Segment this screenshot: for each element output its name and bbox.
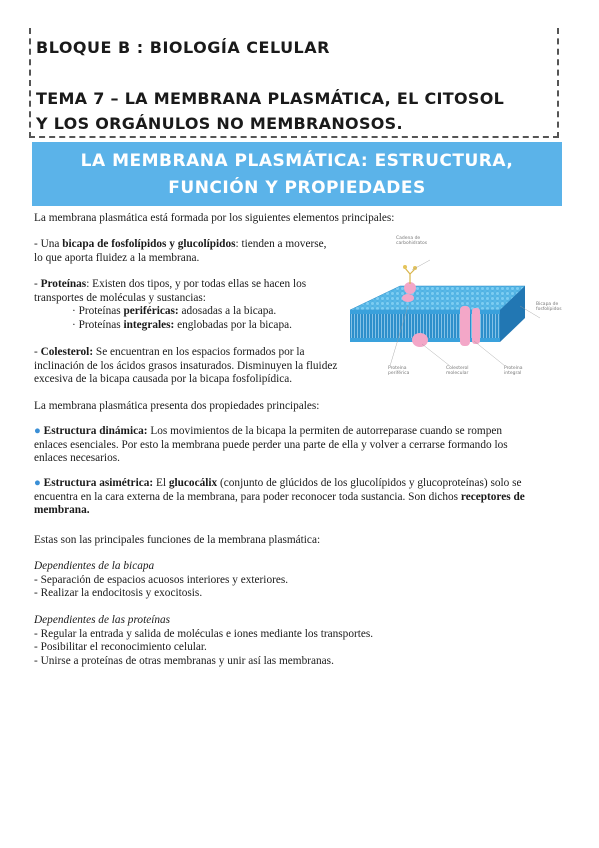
label-carbohydrate-1: Cadena de [396,236,421,241]
bullet-icon: ● [34,425,41,437]
label-integral [504,366,523,376]
proteinas-desc: : Existen dos tipos, y por todas ellas se hacen los [86,278,307,290]
membrana-term: membrana. [34,504,90,516]
label-bilayer-1: Bicapa de [536,302,559,307]
integral-item [34,319,292,331]
bicapa-paragraph [34,238,359,265]
bicapa-line2: lo que aporta fluidez a la membrana. [34,251,200,264]
proteinas-paragraph [34,278,359,332]
colesterol-desc: Se encuentran en los espacios formados por la [93,346,305,358]
funciones-intro: Estas son las principales funciones de la membrana plasmática: [34,534,321,546]
integral-pre: · Proteínas [72,318,124,331]
glucocalix-term: glucocálix [168,477,218,489]
dinamica-paragraph [34,425,564,466]
asimetrica-paragraph [34,477,564,518]
dinamica-desc: Los movimientos de la bicapa la permiten de autorreparase cuando se rompen [147,425,502,437]
label-peripheral-1: Proteína [388,366,407,371]
proteinas-functions [34,614,564,668]
peripheral-desc: adosadas a la bicapa. [178,305,277,317]
banner-line-2: FUNCIÓN Y PROPIEDADES [168,178,426,198]
label-integral-2: integral [504,371,522,376]
proteinas-line2: transportes de moléculas y sustancias: [34,291,206,304]
bicapa-prefix: - Una [34,238,63,250]
label-integral-1: Proteína [504,366,523,371]
bullet-icon: ● [34,477,41,489]
label-cholesterol-2: molecular [446,371,469,376]
proteinas-term: Proteínas [40,278,87,290]
colesterol-paragraph [34,346,356,387]
peripheral-pre: · Proteínas [72,305,124,317]
cholesterol [412,333,428,347]
proteinas-prefix: - [34,278,41,290]
asimetrica-desc: (conjunto de glúcidos de los glucolípidos y glucoproteínas) solo se [217,477,522,489]
colesterol-line3: excesiva de la bicapa causada por la bicapa fosfolipídica. [34,373,293,385]
asimetrica-term: Estructura asimétrica: [43,477,154,489]
peripheral-protein [402,294,414,302]
label-cholesterol [446,366,469,376]
peripheral-term: periféricas: [123,305,179,317]
bicapa-desc: : tienden a moverse, [235,238,327,250]
label-carbohydrate [396,236,427,246]
dinamica-line3: enlaces necesarios. [34,452,120,464]
dinamica-term: Estructura dinámica: [43,425,148,437]
asimetrica-mid: El [153,477,169,489]
intro-paragraph: La membrana plasmática está formada por los siguientes elementos principales: [34,212,395,224]
integral-protein-a [460,306,470,346]
colesterol-prefix: - [34,346,41,358]
block-title: BLOQUE B : BIOLOGÍA CELULAR [36,38,330,57]
propiedades-intro: La membrana plasmática presenta dos propiedades principales: [34,400,320,412]
peripheral-item [34,305,276,317]
topic-title-line-1: TEMA 7 – LA MEMBRANA PLASMÁTICA, EL CITOSOL [36,89,505,108]
membrane-diagram [350,236,575,386]
receptores-term: receptores de [460,490,525,503]
bicapa-functions-title: Dependientes de la bicapa [34,560,155,572]
membrane-top-surface [350,286,525,310]
proteinas-function-item: - Posibilitar el reconocimiento celular. [34,641,207,653]
colesterol-line2: inclinación de los ácidos grasos insaturados. Disminuyen la fluidez [34,359,338,372]
label-bilayer-2: fosfolípidos [536,307,562,312]
bicapa-functions [34,560,564,601]
section-banner [32,142,562,206]
colesterol-term: Colesterol: [40,346,94,358]
label-peripheral [388,366,409,376]
label-cholesterol-1: Colesterol [446,366,469,371]
integral-term: integrales: [123,318,175,331]
asimetrica-line2: encuentra en la cara externa de la membrana, para poder reconocer toda sustancia. Son dichos [34,490,461,503]
dinamica-line2: enlaces esenciales. Por esto la membrana puede perder una parte de ella y volver a cerrarse formando los [34,438,508,451]
label-carbohydrate-2: carbohidratos [396,241,428,246]
proteinas-functions-title: Dependientes de las proteínas [34,614,171,626]
label-peripheral-2: periférica [388,371,410,376]
label-bilayer [536,302,562,312]
topic-title-line-2: Y LOS ORGÁNULOS NO MEMBRANOSOS. [36,114,403,133]
topic-title [36,86,556,136]
bicapa-term: bicapa de fosfolípidos y glucolípidos [62,238,236,250]
banner-line-1: LA MEMBRANA PLASMÁTICA: ESTRUCTURA, [80,151,514,171]
integral-protein-b [472,308,480,344]
proteinas-function-item: - Unirse a proteínas de otras membranas y unir así las membranas. [34,654,334,667]
bicapa-function-item: - Separación de espacios acuosos interiores y exteriores. [34,573,289,586]
proteinas-function-item: - Regular la entrada y salida de moléculas e iones mediante los transportes. [34,627,374,640]
integral-desc: englobadas por la bicapa. [174,318,292,331]
bicapa-function-item: - Realizar la endocitosis y exocitosis. [34,587,203,599]
